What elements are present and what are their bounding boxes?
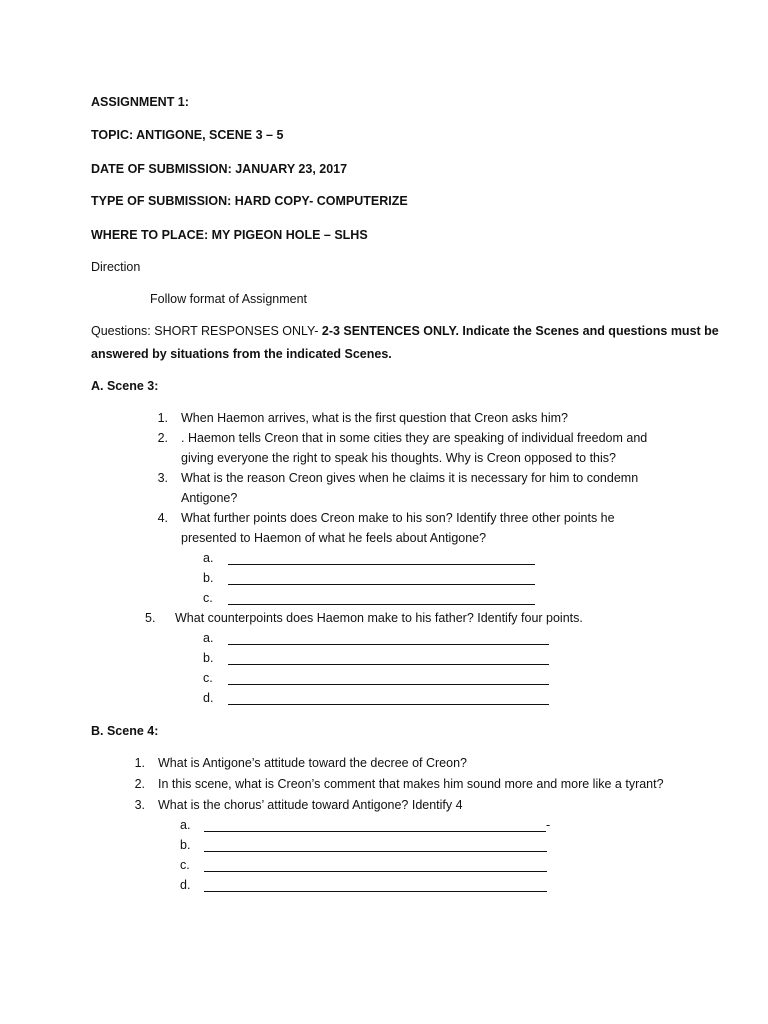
- scene3-q3-line2: Antigone?: [181, 491, 238, 505]
- scene3-q4-number: 4.: [157, 511, 168, 525]
- scene4-q3-c-label: c.: [180, 858, 190, 872]
- scene4-q3-b-blank[interactable]: [204, 851, 547, 852]
- questions-instruction-line1: [91, 322, 719, 340]
- scene3-q4-line1: What further points does Creon make to his son? Identify three other points he: [181, 511, 615, 525]
- scene3-q5-d-blank[interactable]: [228, 704, 549, 705]
- scene3-q2-line1: . Haemon tells Creon that in some cities they are speaking of individual freedom and: [181, 431, 648, 445]
- scene3-q5-b-label: b.: [203, 651, 214, 665]
- scene4-q3-a-dash: -: [546, 818, 551, 832]
- scene3-q1-number: 1.: [157, 411, 168, 425]
- scene4-q1: What is Antigone’s attitude toward the decree of Creon?: [158, 756, 467, 770]
- scene3-q2-number: 2.: [157, 431, 168, 445]
- scene3-q5-c-blank[interactable]: [228, 684, 549, 685]
- scene3-q5: What counterpoints does Haemon make to his father? Identify four points.: [175, 611, 583, 625]
- scene4-q1-number: 1.: [134, 756, 145, 770]
- assignment-heading: ASSIGNMENT 1:: [91, 95, 189, 109]
- scene3-q5-a-blank[interactable]: [228, 644, 549, 645]
- scene3-q3-line1: What is the reason Creon gives when he claims it is necessary for him to condemn: [181, 471, 639, 485]
- scene4-q3-number: 3.: [134, 798, 145, 812]
- questions-instruction-line2: answered by situations from the indicated Scenes.: [91, 347, 392, 361]
- questions-prefix: Questions: SHORT RESPONSES ONLY-: [91, 324, 322, 338]
- scene4-q3: What is the chorus’ attitude toward Antigone? Identify 4: [158, 798, 463, 812]
- scene3-q4-c-label: c.: [203, 591, 213, 605]
- scene3-q4-b-label: b.: [203, 571, 214, 585]
- questions-bold: 2-3 SENTENCES ONLY. Indicate the Scenes and questions must be: [321, 324, 719, 338]
- scene4-title: B. Scene 4:: [91, 724, 159, 738]
- scene3-q2-line2: giving everyone the right to speak his thoughts. Why is Creon opposed to this?: [181, 451, 616, 465]
- scene4-q3-b-label: b.: [180, 838, 191, 852]
- scene3-q5-number: 5.: [145, 611, 156, 625]
- place-line: WHERE TO PLACE: MY PIGEON HOLE – SLHS: [91, 228, 368, 242]
- topic-line: TOPIC: ANTIGONE, SCENE 3 – 5: [91, 128, 284, 142]
- direction-label: Direction: [91, 260, 141, 274]
- scene3-q4-a-blank[interactable]: [228, 564, 535, 565]
- direction-text: Follow format of Assignment: [150, 292, 308, 306]
- scene4-q3-d-label: d.: [180, 878, 191, 892]
- scene3-q4-a-label: a.: [203, 551, 214, 565]
- scene4-q2: In this scene, what is Creon’s comment that makes him sound more and more like a tyrant?: [158, 777, 664, 791]
- submission-type-line: TYPE OF SUBMISSION: HARD COPY- COMPUTERIZE: [91, 194, 408, 208]
- scene4-q3-c-blank[interactable]: [204, 871, 547, 872]
- scene4-q2-number: 2.: [134, 777, 145, 791]
- scene3-q4-c-blank[interactable]: [228, 604, 535, 605]
- scene3-q3-number: 3.: [157, 471, 168, 485]
- scene3-q1: When Haemon arrives, what is the first question that Creon asks him?: [181, 411, 568, 425]
- scene3-q5-d-label: d.: [203, 691, 214, 705]
- scene4-q3-a-label: a.: [180, 818, 191, 832]
- scene3-q5-b-blank[interactable]: [228, 664, 549, 665]
- date-line: DATE OF SUBMISSION: JANUARY 23, 2017: [91, 162, 348, 176]
- scene3-q5-c-label: c.: [203, 671, 213, 685]
- scene3-q5-a-label: a.: [203, 631, 214, 645]
- scene3-title: A. Scene 3:: [91, 379, 159, 393]
- scene4-q3-d-blank[interactable]: [204, 891, 547, 892]
- scene4-q3-a-blank[interactable]: [204, 831, 546, 832]
- scene3-q4-line2: presented to Haemon of what he feels about Antigone?: [181, 531, 487, 545]
- scene3-q4-b-blank[interactable]: [228, 584, 535, 585]
